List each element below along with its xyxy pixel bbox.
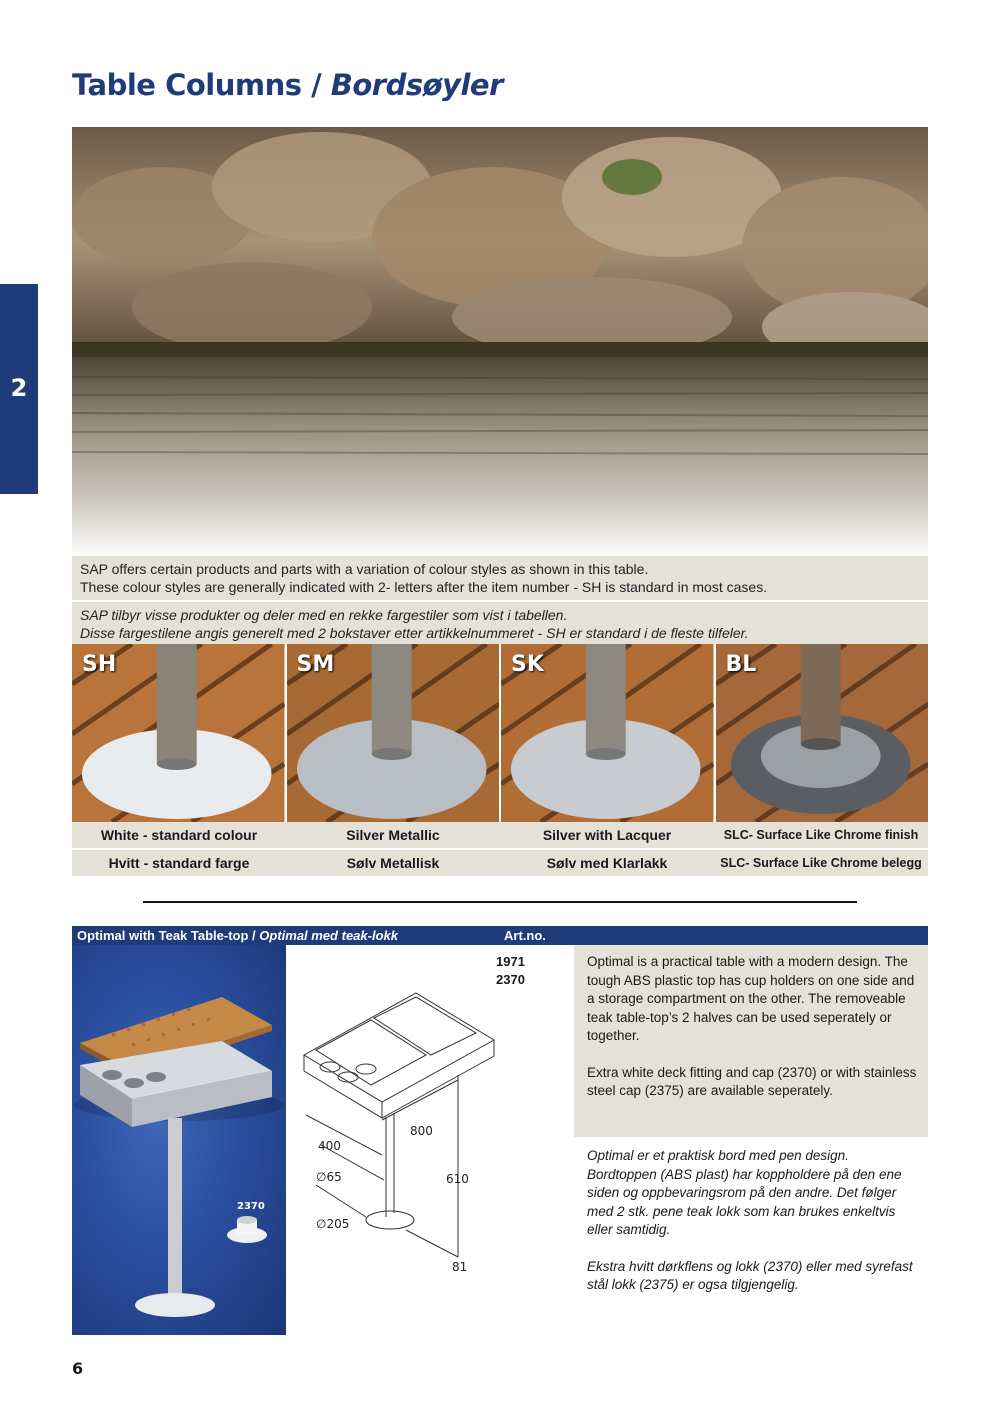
product-render-image [72,945,286,1335]
label-no-sm: Sølv Metallisk [346,855,440,871]
artno-list [496,953,525,989]
dim-depth: 81 [452,1260,468,1274]
colour-info-box [72,556,928,646]
label-en-sh: White - standard colour [100,827,258,843]
label-en-bl: SLC- Surface Like Chrome finish [723,828,919,842]
swatch-code: SK [511,652,544,677]
label-en-sm: Silver Metallic [346,827,440,843]
section-number: 2 [10,374,28,402]
page-number: 6 [72,1359,84,1378]
colour-labels-norwegian [72,848,928,876]
section-divider [143,901,857,903]
colour-swatch-row [72,644,928,822]
cap-label: 2370 [237,1201,265,1212]
swatch-sh [72,644,285,822]
label-no-sk: Sølv med Klarlakk [546,855,668,871]
technical-drawing [286,945,574,1335]
dim-height: 610 [446,1172,469,1186]
swatch-sm [287,644,500,822]
artno-label: Art.no. [504,928,546,943]
product-render-panel [72,945,286,1335]
hero-photo-rocks-water [72,127,928,557]
product-header-bar [72,926,928,945]
colour-info-norwegian: SAP tilbyr visse produkter og deler med en rekke fargestiler som vist i tabellen. Disse fargestilene angis generelt med 2 bokstaver etter artikkelnummeret - SH er standard i de fleste tilfeler. [80,607,749,641]
colour-label-table [72,822,928,876]
colour-info-english: SAP offers certain products and parts with a variation of colour styles as shown in this table. These colour styles are generally indicated with 2- letters after the item number - SH is standard in most cases. [72,556,928,602]
description-norwegian: Optimal er et praktisk bord med pen design. Bordtoppen (ABS plast) har koppholdere på den ene siden og oppbevaringsrom på den andre. Det følger med 2 stk. pene teak lokk som kan brukes enkeltvis eller samtidig. Ekstra hvitt dørkflens og lokk (2370) eller med syrefast stål lokk (2375) er ogsa tilgjengelig. [587,1148,913,1292]
swatch-bl [716,644,929,822]
swatch-code: BL [725,652,757,677]
dim-width: 400 [318,1139,341,1153]
product-title: Optimal with Teak Table-top / Optimal med teak-lokk [77,928,398,943]
swatch-sk [501,644,714,822]
artno-item: 2370 [496,972,525,987]
label-no-bl: SLC- Surface Like Chrome belegg [720,856,922,870]
swatch-code: SM [296,652,335,677]
label-no-sh: Hvitt - standard farge [108,855,250,871]
technical-drawing-panel [286,945,574,1335]
colour-labels-english [72,822,928,848]
dim-column-dia: ∅65 [316,1170,342,1184]
swatch-code: SH [82,652,117,677]
description-english: Optimal is a practical table with a modern design. The tough ABS plastic top has cup holders on one side and a storage compartment on the other. The removeable teak table-top’s 2 halves can be used seperately or together. Extra white deck fitting and cap (2370) or with stainless steel cap (2375) are available seperately. [587,954,917,1098]
description-norwegian-box [574,1137,928,1335]
label-en-sk: Silver with Lacquer [542,827,672,843]
artno-item: 1971 [496,954,525,969]
page-title: Table Columns / Bordsøyler [72,68,503,102]
section-tab [0,284,38,494]
dim-base-dia: ∅205 [316,1217,350,1231]
dim-length: 800 [410,1124,433,1138]
